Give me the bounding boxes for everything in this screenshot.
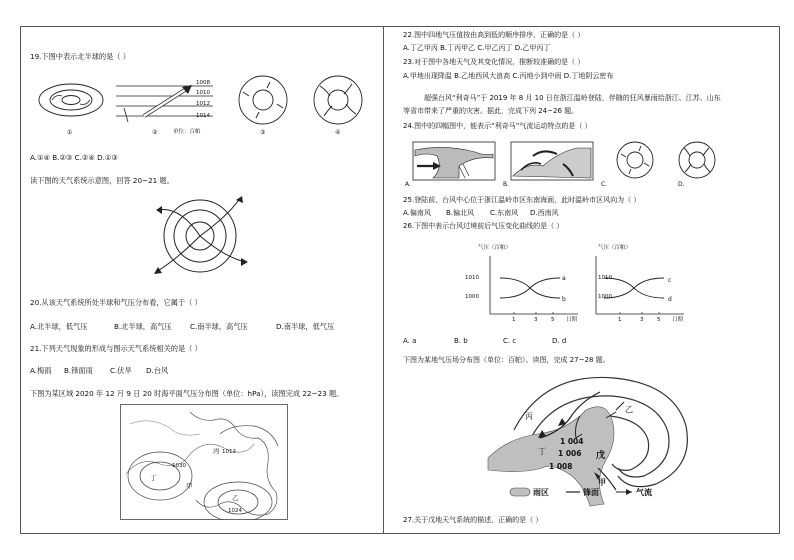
q25-option-d: D.西南风 [530, 209, 559, 217]
q24-stem: 24.图中的四幅图中，能表示“利奇马”气流运动特点的是（ ） [403, 122, 592, 130]
q19-stem: 19.下图中表示北半球的是（ ） [30, 52, 130, 61]
map-label-ding: 丁 [150, 474, 157, 482]
q21-option-d: D.台风 [146, 366, 169, 375]
map2-1006: 1 006 [558, 449, 582, 458]
q26-left-ytick-1010: 1010 [465, 275, 479, 281]
q22-stem: 22.图中四地气压值按由高到低的顺序排序，正确的是（ ） [403, 31, 585, 39]
q24-figure-d [679, 142, 715, 178]
q26-left-xtick-5: 5 [551, 317, 555, 323]
q26-left-xtick-1: 1 [512, 317, 516, 323]
q26-option-a: A. a [403, 337, 417, 345]
intro-20-21: 读下图的天气系统示意图，回答 20~21 题。 [30, 176, 174, 185]
fig-label-2: ② [152, 129, 158, 136]
q23-options: A.甲地出现降温 B.乙地西风大浪高 C.丙地小到中雨 D.丁地阴云密布 [403, 72, 614, 80]
map2-bing: 丙 [525, 412, 533, 421]
q23-stem: 23.对于图中各地天气及其变化情况，推断较准确的是（ ） [403, 58, 585, 66]
q21-option-a: A.梅雨 [30, 366, 52, 375]
q19-figure-3 [239, 76, 287, 124]
q21-option-c: C.伏旱 [110, 366, 132, 375]
q25-option-c: C.东南风 [490, 209, 519, 217]
intro-24-26-line2: 等省市带来了严重的灾害。据此，完成下列 24~26 题。 [403, 107, 579, 115]
q27-stem: 27.关于戊地天气系统的描述，正确的是（ ） [403, 516, 543, 524]
q24-label-c: C. [601, 181, 608, 188]
q20-stem: 20.从该天气系统所处半球和气压分布看，它属于（ ） [30, 298, 202, 307]
map2-yi: 乙 [625, 405, 633, 414]
q21-option-b: B.锋面雨 [64, 366, 93, 375]
q26-chart-left [490, 256, 578, 314]
q26-stem: 26.下图中表示台风过境前后气压变化曲线的是（ ） [403, 222, 564, 230]
map2-jia: 甲 [598, 478, 606, 487]
q26-right-ytick-1000: 1000 [598, 294, 612, 300]
q25-option-b: B.偏北风 [446, 209, 475, 217]
q24-label-d: D. [678, 181, 685, 188]
q26-curve-a: a [562, 275, 566, 282]
intro-22-23: 下图为某区域 2020 年 12 月 9 日 20 时海平面气压分布图（单位：hPa），读图完成 22~23 题。 [30, 389, 344, 398]
map2-1008: 1 008 [549, 462, 573, 471]
q24-label-b: B. [503, 181, 510, 188]
intro-24-26-line1: 超强台风“利奇马”于 2019 年 8 月 10 日在浙江温岭登陆，伴随的狂风暴雨给浙江、江苏、山东 [424, 94, 721, 102]
legend-front: 锋面 [583, 488, 599, 497]
q26-right-xtick-3: 3 [640, 317, 644, 323]
q26-right-xtick-5: 5 [657, 317, 661, 323]
map2-1004: 1 004 [560, 437, 584, 446]
q26-chart-right [596, 256, 684, 314]
q26-right-xtick-1: 1 [618, 317, 622, 323]
q19-options: A.①④ B.②③ C.②④ D.①③ [30, 153, 118, 162]
q26-option-d: D. d [552, 337, 567, 345]
fig-label-3: ③ [260, 129, 266, 136]
q26-option-b: B. b [454, 337, 468, 345]
map2-ding: 丁 [538, 447, 546, 456]
q26-option-c: C. c [503, 337, 517, 345]
map-label-1030: 1030 [172, 463, 186, 469]
map-label-bing: 丙 [213, 447, 220, 455]
q26-right-ylabel: 气压（百帕） [598, 245, 632, 251]
isobar-1014: 1014 [196, 113, 210, 119]
q19-figure-1 [39, 84, 103, 116]
column-divider [383, 26, 384, 534]
legend-airflow: 气流 [636, 488, 652, 497]
q25-stem: 25.登陆前，台风中心位于浙江温岭市区东南海面，此时温岭市区风向为（ ） [403, 196, 641, 204]
q26-left-xtick-3: 3 [534, 317, 538, 323]
map2-wu: 戊 [596, 451, 606, 461]
map-label-1024: 1024 [228, 508, 242, 514]
q24-figure-b [511, 142, 593, 180]
intro-27-28: 下图为某地气压场分布图（单位：百帕）。读图，完成 27~28 题。 [403, 356, 610, 364]
q26-left-xlabel: 日期 [566, 317, 578, 323]
map-label-jia: 甲 [186, 482, 193, 490]
q26-left-ylabel: 气压（百帕） [478, 245, 512, 251]
q26-curve-b: b [562, 296, 566, 303]
unit-label: 单位：百帕 [173, 129, 201, 135]
legend-rain-area: 雨区 [533, 488, 549, 497]
q20-option-b: B.北半球，高气压 [114, 322, 172, 331]
q24-figure-c [617, 142, 653, 178]
weather-system-diagram [148, 190, 258, 286]
q20-option-c: C.南半球，高气压 [190, 322, 248, 331]
fig-label-1: ① [67, 129, 73, 136]
map-label-1012: 1012 [222, 449, 236, 455]
q20-option-a: A.北半球，低气压 [30, 322, 88, 331]
q19-figure-4 [314, 76, 362, 124]
q24-figure-a [413, 142, 495, 180]
isobar-1012: 1012 [196, 101, 210, 107]
q24-label-a: A. [405, 181, 411, 188]
pressure-map-22-23 [120, 404, 288, 520]
q26-right-xlabel: 日期 [672, 317, 684, 323]
isobar-1008: 1008 [196, 80, 210, 86]
q26-right-ytick-1010: 1010 [598, 275, 612, 281]
q26-charts [450, 252, 690, 322]
fig-label-4: ④ [335, 129, 341, 136]
q20-option-d: D.南半球，低气压 [276, 322, 335, 331]
q26-left-ytick-1000: 1000 [465, 294, 479, 300]
q26-curve-c: c [668, 277, 672, 284]
q22-options: A.丁乙甲丙 B.丁丙甲乙 C.甲乙丙丁 D.乙甲丙丁 [403, 44, 551, 52]
isobar-1010: 1010 [196, 90, 210, 96]
q24-figures [403, 140, 723, 184]
map-label-yi: 乙 [232, 494, 239, 502]
q21-stem: 21.下列天气现象的形成与图示天气系统相关的是（ ） [30, 344, 202, 353]
q26-curve-d: d [668, 296, 672, 303]
q25-option-a: A.偏南风 [403, 209, 431, 217]
